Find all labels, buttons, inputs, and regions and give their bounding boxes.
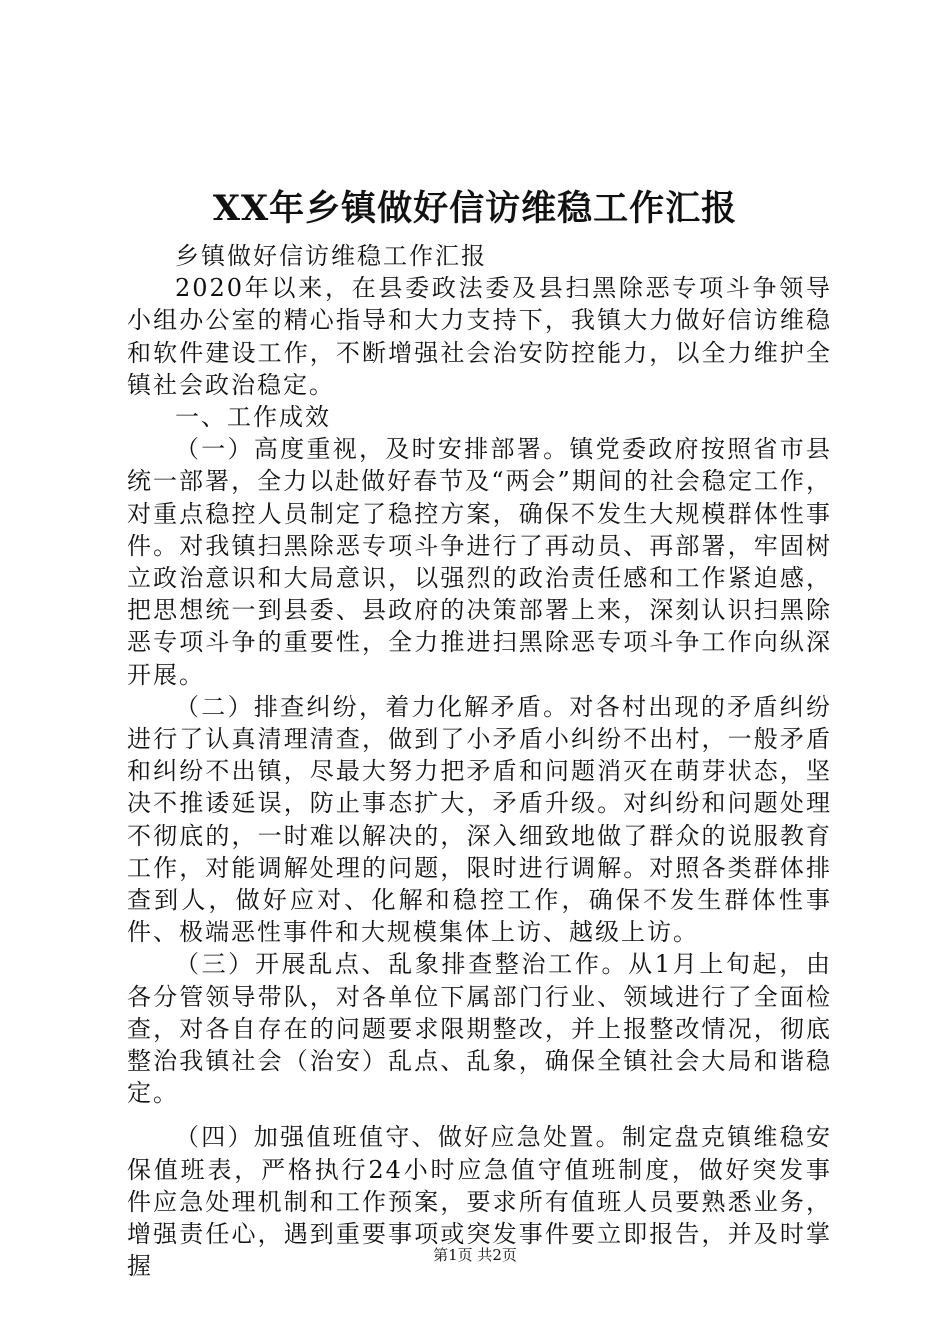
section-heading: 一、工作成效 [175,403,331,432]
paragraph-item-3: （三）开展乱点、乱象排查整治工作。从1月上旬起，由各分管领导带队，对各单位下属部门行业、领域进行了全面检查，对各自存在的问题要求限期整改，并上报整改情况，彻底整治我镇社会（治安）乱点、乱象，确保全镇社会大局和谐稳定。 [127,950,832,1108]
subtitle-paragraph: 乡镇做好信访维稳工作汇报 [175,242,487,270]
document-body [127,240,832,1283]
document-title: XX年乡镇做好信访维稳工作汇报 [212,188,738,229]
paragraph-item-4: （四）加强值班值守、做好应急处置。制定盘克镇维稳安保值班表，严格执行24小时应急值守值班制度，做好突发事件应急处理机制和工作预案，要求所有值班人员要熟悉业务，增强责任心，遇到重要事项或突发事件要立即报告，并及时掌握 [127,1123,832,1281]
page-number-footer: 第1页 共2页 [433,1246,517,1264]
intro-paragraph: 2020年以来，在县委政法委及县扫黑除恶专项斗争领导小组办公室的精心指导和大力支持下，我镇大力做好信访维稳和软件建设工作，不断增强社会治安防控能力，以全力维护全镇社会政治稳定。 [127,274,832,399]
paragraph-item-1: （一）高度重视，及时安排部署。镇党委政府按照省市县统一部署，全力以赴做好春节及“两会”期间的社会稳定工作，对重点稳控人员制定了稳控方案，确保不发生大规模群体性事件。对我镇扫黑除恶专项斗争进行了再动员、再部署，牢固树立政治意识和大局意识，以强烈的政治责任感和工作紧迫感，把思想统一到县委、县政府的决策部署上来，深刻认识扫黑除恶专项斗争的重要性，全力推进扫黑除恶专项斗争工作向纵深开展。 [127,435,832,689]
paragraph-item-2: （二）排查纠纷，着力化解矛盾。对各村出现的矛盾纠纷进行了认真清理清查，做到了小矛盾小纠纷不出村，一般矛盾和纠纷不出镇，尽最大努力把矛盾和问题消灭在萌芽状态，坚决不推诿延误，防止事态扩大，矛盾升级。对纠纷和问题处理不彻底的，一时难以解决的，深入细致地做了群众的说服教育工作，对能调解处理的问题，限时进行调解。对照各类群体排查到人，做好应对、化解和稳控工作，确保不发生群体性事件、极端恶性事件和大规模集体上访、越级上访。 [127,692,832,947]
